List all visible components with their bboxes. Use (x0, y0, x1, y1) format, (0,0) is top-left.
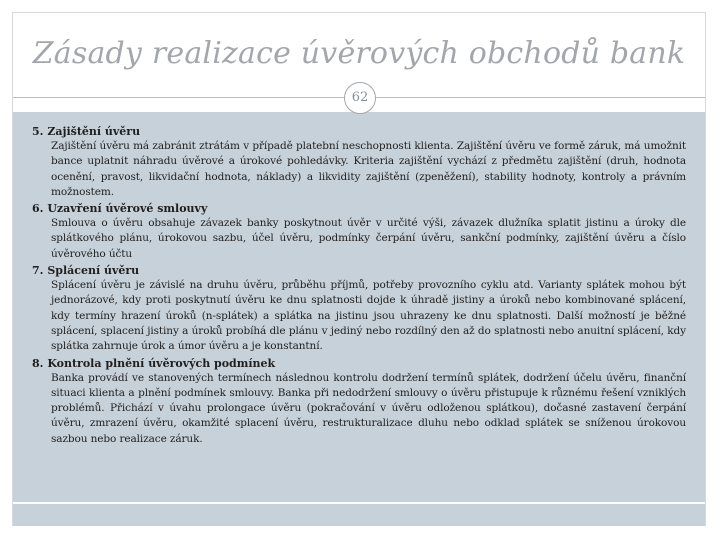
page-number-badge: 62 (344, 82, 376, 114)
section-heading: 5. Zajištění úvěru (32, 125, 141, 138)
section-zajisteni-uveru (32, 124, 686, 200)
section-heading: 8. Kontrola plnění úvěrových podmínek (32, 356, 276, 370)
section-kontrola-plneni (32, 356, 686, 447)
section-heading: 7. Splácení úvěru (32, 264, 140, 278)
section-uzavreni-smlouvy (32, 201, 686, 262)
slide-content (32, 124, 686, 448)
section-heading: 6. Uzavření úvěrové smlouvy (32, 202, 208, 216)
slide-title: Zásady realizace úvěrových obchodů bank (32, 36, 686, 71)
section-body: Banka provádí ve stanovených termínech následnou kontrolu dodržení termínů splátek, dodržení účelu úvěru, finanční situaci klienta a plnění podmínek smlouvy. Banka při nedodržení smlouvy o úvěru přistupuje k různému řešení vzniklých problémů. Přichází v úvahu prolongace úvěru (pokračování v úvěru odloženou splátkou), dočasné zastavení čerpání úvěru, zmrazení úvěru, okamžité splacení úvěru, restrukturalizace dluhu nebo odklad splátek se sníženou úrokovou sazbou nebo realizace záruk. (51, 371, 686, 445)
section-body: Zajištění úvěru má zabránit ztrátám v případě platební neschopnosti klienta. Zajištění úvěru ve formě záruk, má umožnit bance uplatnit náhradu úvěrové a úrokové pohledávky. Kriteria zajištění vychází z předmětu zajištění (druh, hodnota ocenění, pravost, likvidační hodnota, náklady) a likvidity zajištění (zpeněžení), stability hodnoty, kontroly a právním možnostem. (51, 140, 686, 198)
section-body: Splácení úvěru je závislé na druhu úvěru, průběhu příjmů, potřeby provozního cyklu atd. Varianty splátek mohou být jednorázové, kdy proti poskytnutí úvěru ke dnu splatnosti dojde k úhradě jistiny a úroků nebo kombinované splácení, kdy termíny hrazení úroků (n-splátek) a splátka na jistinu jsou uhrazeny ke dnu splatnosti. Další možností je běžné splácení, splacení jistiny a úroků probíhá dle plánu v jediný nebo rozdílný den až do splatnosti nebo anuitní splácení, kdy splátka zahrnuje úrok a úmor úvěru a je konstantní. (51, 279, 686, 353)
section-splaceni-uveru (32, 263, 686, 354)
section-body: Smlouva o úvěru obsahuje závazek banky poskytnout úvěr v určité výši, závazek dlužníka splatit jistinu a úroky dle splátkového plánu, úrokovou sazbu, účel úvěru, podmínky čerpání úvěru, sankční podmínky, zajištění úvěru a číslo úvěrového účtu (51, 217, 686, 260)
footer-band (13, 504, 705, 526)
